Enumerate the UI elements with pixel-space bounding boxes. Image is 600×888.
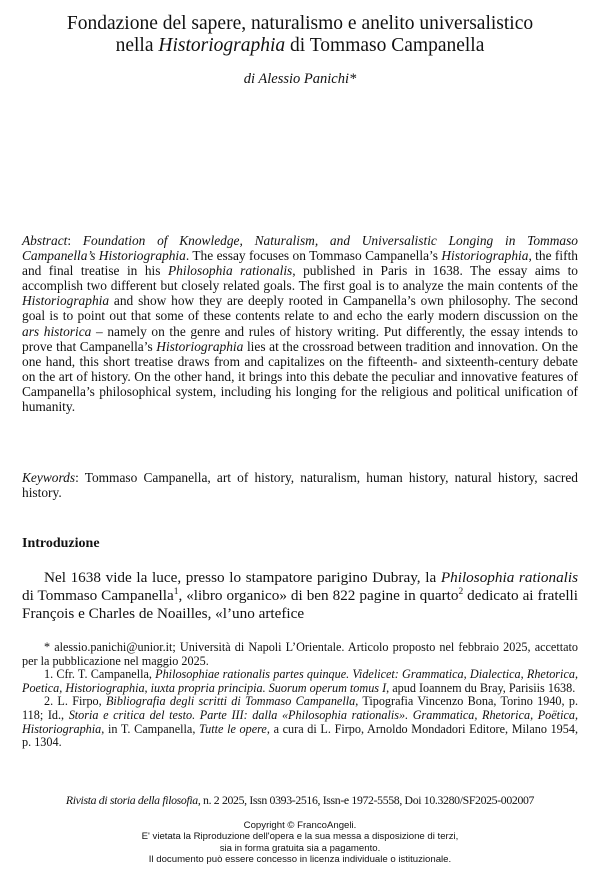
footnote-italic: Bibliografia degli scritti di Tommaso Campanella xyxy=(105,694,356,709)
body-text: di Tommaso Campanella xyxy=(22,587,174,604)
footnote-text: , in T. Campanella, xyxy=(101,721,200,736)
abstract-italic: Historiographia xyxy=(22,293,110,309)
copyright-line-3: sia in forma gratuita sia a pagamento. xyxy=(219,842,381,854)
keywords-label: Keywords xyxy=(22,470,76,485)
footnotes xyxy=(22,641,578,750)
body-paragraph xyxy=(22,569,578,623)
abstract-italic: ars historica xyxy=(22,323,92,339)
keywords-text: : Tommaso Campanella, art of history, naturalism, human history, natural history, sacred history. xyxy=(22,470,578,501)
abstract-label: Abstract xyxy=(22,233,68,248)
journal-details: , n. 2 2025, Issn 0393-2516, Issn-e 1972-5558, Doi 10.3280/SF2025-002007 xyxy=(197,793,535,807)
footnote-text: 2. L. Firpo, xyxy=(44,694,106,709)
footnote-text: , apud Ioannem du Bray, Parisiis 1638. xyxy=(386,680,576,695)
footnote-italic: Storia e critica del testo. Parte III: dalla «Philosophia rationalis». Grammatica, Rhetorica, Poëtica, Historiographia xyxy=(22,707,579,736)
section-heading: Introduzione xyxy=(22,536,100,551)
abstract-italic: Philosophia rationalis xyxy=(167,263,293,279)
abstract-text: – namely on the genre and rules of history writing. Put differently, the essay intends to prove that Campanella’s xyxy=(22,323,578,354)
title-text: nella xyxy=(115,35,159,56)
footnote-ref-1[interactable]: 1 xyxy=(173,586,179,597)
abstract-text: , published in Paris in 1638. The essay aims to accomplish two different but closely related goals. The first goal is to analyze the main contents of the xyxy=(22,263,579,294)
body-text: Nel 1638 vide la luce, presso lo stampatore parigino Dubray, la xyxy=(44,569,441,586)
journal-citation xyxy=(0,792,600,808)
article-title xyxy=(0,13,600,57)
footnote-ref-2[interactable]: 2 xyxy=(458,586,464,597)
abstract-italic: Historiographia xyxy=(156,338,244,354)
abstract-colon: : xyxy=(67,233,83,248)
footnote-2 xyxy=(22,695,578,749)
abstract-text: and show how they are deeply rooted in Campanella’s own philosophy. The second goal is to point out that some of these contents relate to and echo the early modern discussion on the xyxy=(22,293,578,324)
title-line-1: Fondazione del sapere, naturalismo e anelito universalistico xyxy=(66,13,534,34)
abstract-text: . The essay focuses on Tommaso Campanella’s xyxy=(185,248,442,264)
abstract-text: lies at the crossroad between tradition and innovation. On the one hand, this short treatise draws from and capitalizes on the fifteenth- and sixteenth-century debate on the art of history. On the other hand, it brings into this debate the peculiar and innovative features of Campanella’s philosophical system, including his longing for the religious and political unification of humanity. xyxy=(22,338,578,415)
abstract-italic: Historiographia xyxy=(441,248,529,264)
body-italic: Philosophia rationalis xyxy=(440,569,579,586)
title-italic: Historiographia xyxy=(158,35,286,56)
footnote-1 xyxy=(22,668,578,695)
body-text: dedicato ai fratelli François e Charles de Noailles, «l’uno artefice xyxy=(22,587,578,622)
footnote-text: , a cura di L. Firpo, Arnoldo Mondadori Editore, Milano 1954, p. 1304. xyxy=(22,721,578,750)
copyright-line-1: Copyright © FrancoAngeli. xyxy=(243,820,357,831)
copyright-line-2: E' vietata la Riproduzione dell'opera e la sua messa a disposizione di terzi, xyxy=(141,831,459,843)
abstract-english-title: Foundation of Knowledge, Naturalism, and Universalistic Longing in Tommaso Campanella’s Historiographia xyxy=(22,233,578,264)
title-text: di Tommaso Campanella xyxy=(285,35,485,56)
footnote-text: 1. Cfr. T. Campanella, xyxy=(44,667,156,682)
copyright-line-4: Il documento può essere concesso in licenza individuale o istituzionale. xyxy=(148,853,452,865)
footnote-text: , Tipografia Vincenzo Bona, Torino 1940, p. 118; Id., xyxy=(22,694,579,722)
footnote-italic: Philosophiae rationalis partes quinque. Videlicet: Grammatica, Dialectica, Rhetorica, Poetica, Historiographia, iuxta propria principia. Suorum operum tomus I xyxy=(22,667,578,695)
author-byline: di Alessio Panichi* xyxy=(243,71,357,87)
footnote-italic: Tutte le opere xyxy=(199,721,267,736)
body-text: , «libro organico» di ben 822 pagine in quarto xyxy=(178,587,459,604)
title-line-2 xyxy=(0,35,600,57)
abstract xyxy=(22,233,578,414)
abstract-text: , the fifth and final treatise in his xyxy=(22,248,578,279)
journal-name: Rivista di storia della filosofia xyxy=(65,793,198,807)
footnote-author: * alessio.panichi@unior.it; Università di Napoli L’Orientale. Articolo proposto nel febbraio 2025, accettato per la pubblicazione nel maggio 2025. xyxy=(22,640,578,668)
keywords xyxy=(22,470,578,500)
copyright-notice xyxy=(0,820,600,865)
